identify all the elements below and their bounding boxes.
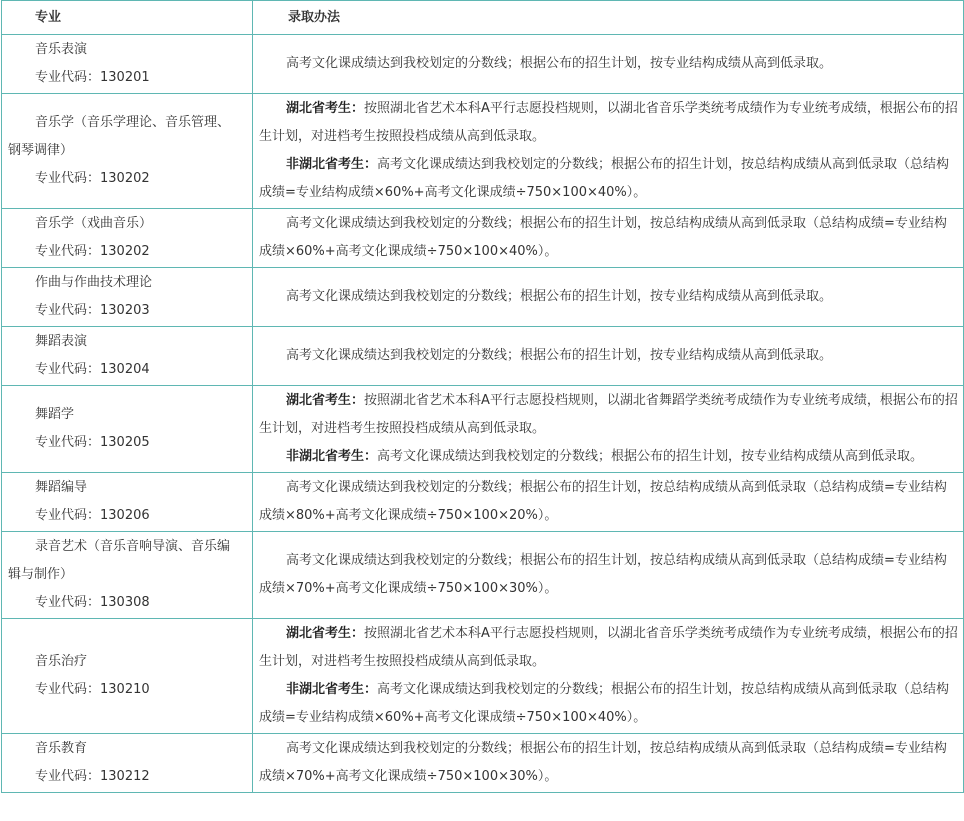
major-code-line [35, 502, 246, 530]
table-row [2, 734, 964, 793]
method-paragraph [259, 342, 959, 370]
table-row [2, 386, 964, 473]
major-cell [2, 268, 253, 327]
candidate-type-label: 湖北省考生： [286, 626, 365, 641]
header-row [2, 1, 964, 35]
major-code-label: 专业代码： [35, 362, 101, 377]
method-text: 高考文化课成绩达到我校划定的分数线；根据公布的招生计划，按专业结构成绩从高到低录取。 [286, 348, 833, 363]
major-name: 辑与制作） [8, 567, 74, 582]
method-cell [253, 35, 964, 94]
candidate-type-label: 湖北省考生： [286, 393, 365, 408]
major-cell [2, 619, 253, 734]
major-code: 130212 [100, 769, 150, 784]
method-text: 高考文化课成绩达到我校划定的分数线；根据公布的招生计划，按总结构成绩从高到低录取（总结构成绩=专业结构成绩×60%+高考文化课成绩÷750×100×40%）。 [259, 682, 950, 725]
major-code-line [35, 429, 246, 457]
major-code-label: 专业代码： [35, 244, 101, 259]
table-row [2, 209, 964, 268]
major-name: 音乐学（音乐学理论、音乐管理、 [35, 115, 231, 130]
major-name: 音乐表演 [35, 42, 88, 57]
major-name: 音乐学（戏曲音乐） [35, 216, 153, 231]
candidate-type-label: 非湖北省考生： [286, 157, 378, 172]
method-text: 按照湖北省艺术本科A平行志愿投档规则，以湖北省音乐学类统考成绩作为专业统考成绩，根据公布的招生计划，对进档考生按照投档成绩从高到低录取。 [259, 626, 958, 669]
method-cell [253, 473, 964, 532]
method-paragraph [259, 620, 959, 676]
method-cell [253, 209, 964, 268]
major-name: 舞蹈学 [35, 407, 75, 422]
method-paragraph [259, 50, 959, 78]
major-name: 作曲与作曲技术理论 [35, 275, 153, 290]
table-row [2, 473, 964, 532]
method-paragraph [259, 151, 959, 207]
candidate-type-label: 非湖北省考生： [286, 449, 378, 464]
table-row [2, 532, 964, 619]
major-cell [2, 386, 253, 473]
method-cell [253, 94, 964, 209]
table-body [2, 35, 964, 793]
major-cell [2, 327, 253, 386]
major-code-label: 专业代码： [35, 70, 101, 85]
method-paragraph [259, 283, 959, 311]
major-code-label: 专业代码： [35, 435, 101, 450]
method-text: 高考文化课成绩达到我校划定的分数线；根据公布的招生计划，按总结构成绩从高到低录取（总结构成绩=专业结构成绩×70%+高考文化课成绩÷750×100×30%）。 [259, 553, 947, 596]
method-paragraph [259, 210, 959, 266]
method-cell [253, 386, 964, 473]
major-code: 130206 [100, 508, 150, 523]
major-code: 130201 [100, 70, 150, 85]
major-cell [2, 473, 253, 532]
table-row [2, 327, 964, 386]
major-code-line [35, 589, 246, 617]
candidate-type-label: 湖北省考生： [286, 101, 365, 116]
major-name: 音乐治疗 [35, 654, 88, 669]
major-cell [2, 734, 253, 793]
major-code: 130210 [100, 682, 150, 697]
method-text: 高考文化课成绩达到我校划定的分数线；根据公布的招生计划，按总结构成绩从高到低录取（总结构成绩=专业结构成绩×70%+高考文化课成绩÷750×100×30%）。 [259, 741, 947, 784]
major-code: 130202 [100, 171, 150, 186]
major-code: 130202 [100, 244, 150, 259]
major-code-label: 专业代码： [35, 508, 101, 523]
method-text: 高考文化课成绩达到我校划定的分数线；根据公布的招生计划，按专业结构成绩从高到低录取。 [286, 289, 833, 304]
major-code-line [35, 297, 246, 325]
method-paragraph [259, 474, 959, 530]
major-name: 录音艺术（音乐音响导演、音乐编 [35, 539, 231, 554]
table-row [2, 619, 964, 734]
major-code-label: 专业代码： [35, 303, 101, 318]
major-cell [2, 532, 253, 619]
admission-table [1, 0, 964, 793]
major-code: 130204 [100, 362, 150, 377]
method-text: 高考文化课成绩达到我校划定的分数线；根据公布的招生计划，按专业结构成绩从高到低录取。 [377, 449, 924, 464]
method-text: 高考文化课成绩达到我校划定的分数线；根据公布的招生计划，按总结构成绩从高到低录取（总结构成绩=专业结构成绩×60%+高考文化课成绩÷750×100×40%）。 [259, 157, 950, 200]
major-cell [2, 94, 253, 209]
method-paragraph [259, 735, 959, 791]
method-cell [253, 734, 964, 793]
major-code-line [35, 238, 246, 266]
major-name: 钢琴调律） [8, 143, 74, 158]
method-cell [253, 327, 964, 386]
major-name: 音乐教育 [35, 741, 88, 756]
method-cell [253, 532, 964, 619]
major-name: 舞蹈表演 [35, 334, 88, 349]
major-code-line [35, 64, 246, 92]
table-row [2, 94, 964, 209]
method-text: 按照湖北省艺术本科A平行志愿投档规则，以湖北省舞蹈学类统考成绩作为专业统考成绩，根据公布的招生计划，对进档考生按照投档成绩从高到低录取。 [259, 393, 958, 436]
major-code-label: 专业代码： [35, 595, 101, 610]
major-code-line [35, 676, 246, 704]
major-code-line [35, 763, 246, 791]
table-row [2, 35, 964, 94]
major-name: 舞蹈编导 [35, 480, 88, 495]
method-cell [253, 619, 964, 734]
major-code-line [35, 356, 246, 384]
method-paragraph [259, 443, 959, 471]
major-code-label: 专业代码： [35, 171, 101, 186]
major-code-label: 专业代码： [35, 769, 101, 784]
major-code: 130203 [100, 303, 150, 318]
major-cell [2, 209, 253, 268]
major-code: 130205 [100, 435, 150, 450]
method-paragraph [259, 547, 959, 603]
major-code-label: 专业代码： [35, 682, 101, 697]
method-paragraph [259, 95, 959, 151]
method-text: 高考文化课成绩达到我校划定的分数线；根据公布的招生计划，按总结构成绩从高到低录取（总结构成绩=专业结构成绩×60%+高考文化课成绩÷750×100×40%）。 [259, 216, 947, 259]
method-paragraph [259, 676, 959, 732]
major-code: 130308 [100, 595, 150, 610]
table-row [2, 268, 964, 327]
header-method: 录取办法 [253, 1, 964, 35]
candidate-type-label: 非湖北省考生： [286, 682, 378, 697]
method-paragraph [259, 387, 959, 443]
method-text: 高考文化课成绩达到我校划定的分数线；根据公布的招生计划，按总结构成绩从高到低录取（总结构成绩=专业结构成绩×80%+高考文化课成绩÷750×100×20%）。 [259, 480, 947, 523]
major-cell [2, 35, 253, 94]
method-cell [253, 268, 964, 327]
method-text: 按照湖北省艺术本科A平行志愿投档规则，以湖北省音乐学类统考成绩作为专业统考成绩，根据公布的招生计划，对进档考生按照投档成绩从高到低录取。 [259, 101, 958, 144]
method-text: 高考文化课成绩达到我校划定的分数线；根据公布的招生计划，按专业结构成绩从高到低录取。 [286, 56, 833, 71]
header-major: 专业 [2, 1, 253, 35]
major-code-line [35, 165, 246, 193]
